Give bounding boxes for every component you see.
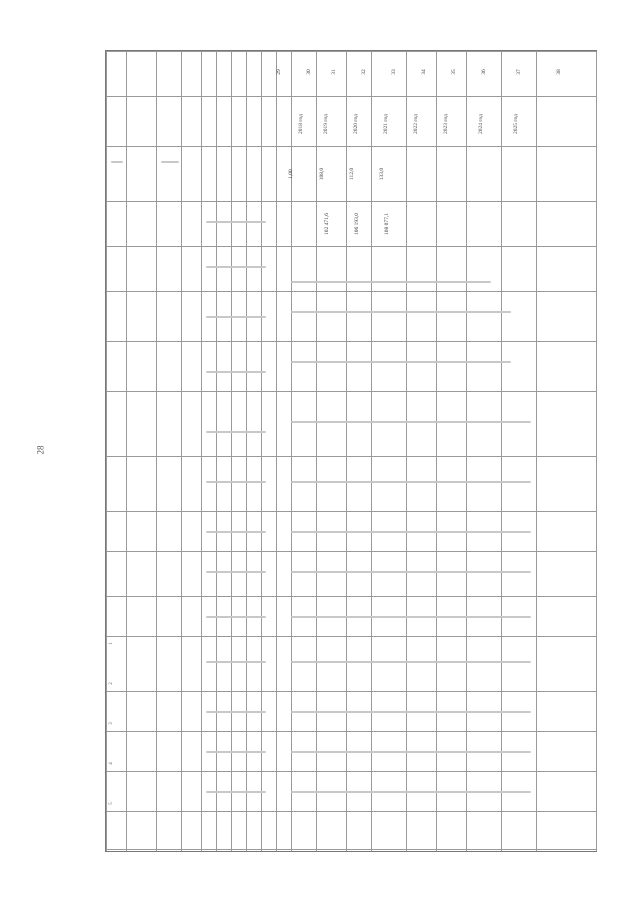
year-2021: 2021 год <box>382 114 389 134</box>
year-2020: 2020 год <box>352 114 359 134</box>
cell-r2-c3: 106 193,0 <box>354 213 360 235</box>
cell-r2-c2: 102 471,6 <box>324 213 330 235</box>
cell-r1-c2: 108,0 <box>319 167 326 181</box>
year-2024: 2024 год <box>477 114 484 134</box>
col-index-29: 29 <box>275 69 282 75</box>
col-index-33: 33 <box>390 69 397 75</box>
rotated-program-table <box>105 50 597 852</box>
col-index-37: 37 <box>515 69 522 75</box>
year-2019: 2019 год <box>322 114 329 134</box>
cell-r1-c3: 112,0 <box>349 167 356 181</box>
left-index-1: 1 <box>108 642 114 645</box>
page-number: 28 <box>35 445 46 455</box>
left-index-3: 3 <box>108 722 114 725</box>
year-2023: 2023 год <box>442 114 449 134</box>
col-index-36: 36 <box>480 69 487 75</box>
year-2025: 2025 год <box>512 114 519 134</box>
year-2022: 2022 год <box>412 114 419 134</box>
col-index-38: 38 <box>555 69 562 75</box>
cell-r1-c1: 1,00 <box>287 169 294 179</box>
year-2018: 2018 год <box>297 114 304 134</box>
left-index-4: 4 <box>108 762 114 765</box>
left-index-5: 5 <box>108 802 114 805</box>
col-index-32: 32 <box>360 69 367 75</box>
col-index-31: 31 <box>330 69 337 75</box>
col-index-34: 34 <box>420 69 427 75</box>
cell-r1-c4: 133,0 <box>379 167 386 181</box>
col-index-30: 30 <box>305 69 312 75</box>
col-index-35: 35 <box>450 69 457 75</box>
left-index-2: 2 <box>108 682 114 685</box>
cell-r2-c4: 108 077,1 <box>384 213 390 235</box>
